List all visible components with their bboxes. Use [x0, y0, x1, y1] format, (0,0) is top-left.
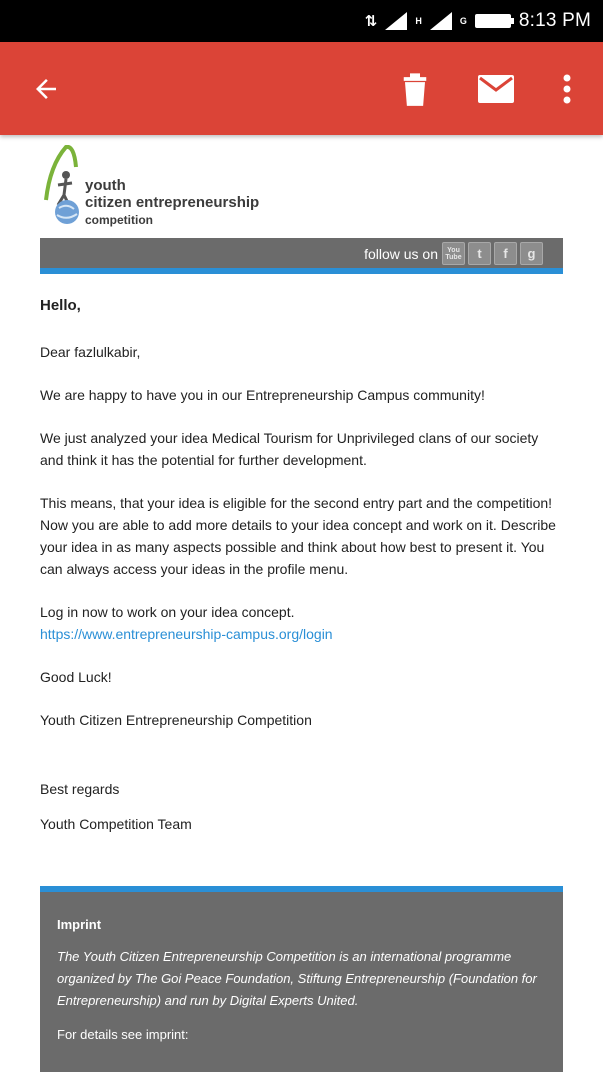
- good-luck: Good Luck!: [40, 669, 112, 685]
- imprint-title: Imprint: [57, 917, 102, 932]
- follow-bar: [40, 238, 563, 274]
- battery-icon: [475, 14, 511, 28]
- greeting: Hello,: [40, 297, 81, 314]
- more-options-button[interactable]: [543, 42, 591, 135]
- google-plus-icon[interactable]: g: [520, 242, 543, 265]
- message-text: [40, 295, 563, 856]
- salutation: Dear fazlulkabir,: [40, 344, 141, 360]
- envelope-icon: [478, 75, 514, 103]
- logo-line-3: competition: [85, 213, 153, 227]
- imprint-details: For details see imprint:: [57, 1027, 189, 1042]
- imprint-section: [40, 886, 563, 1072]
- youtube-icon[interactable]: You Tube: [442, 242, 465, 265]
- logo-line-1: youth: [85, 177, 126, 194]
- paragraph-login: [40, 601, 563, 645]
- paragraph-welcome: We are happy to have you in our Entrepreneurship Campus community!: [40, 387, 485, 403]
- follow-us-label: follow us on: [364, 246, 438, 262]
- delete-button[interactable]: [387, 42, 443, 135]
- logo-line-2: citizen entrepreneurship: [85, 194, 260, 211]
- clock: 8:13 PM: [518, 10, 591, 31]
- logo-figure-icon: [40, 145, 85, 230]
- login-link[interactable]: https://www.entrepreneurship-campus.org/login: [40, 626, 333, 642]
- signal-strength-icon-2: [430, 12, 452, 30]
- team-signature: Youth Competition Team: [40, 816, 192, 832]
- paragraph-idea-analysis: We just analyzed your idea Medical Tourism for Unprivileged clans of our society and think it has the potential for further development.: [40, 430, 539, 468]
- facebook-icon[interactable]: f: [494, 242, 517, 265]
- competition-logo: [40, 145, 280, 230]
- more-vertical-icon: [562, 74, 572, 104]
- arrow-left-icon: [31, 74, 61, 104]
- login-text: Log in now to work on your idea concept.: [40, 604, 295, 620]
- status-bar: [0, 0, 603, 42]
- organization-name: Youth Citizen Entrepreneurship Competition: [40, 712, 312, 728]
- network-type-label: H: [415, 16, 422, 26]
- regards: Best regards: [40, 781, 120, 797]
- trash-icon: [400, 72, 430, 106]
- email-body: [0, 135, 603, 1072]
- mark-unread-button[interactable]: [468, 42, 524, 135]
- imprint-body: The Youth Citizen Entrepreneurship Competition is an international programme organized by The Goi Peace Foundation, Stiftung Entrepreneurship (Foundation for Entrepreneurship) and run by Digital Experts United.: [57, 949, 537, 1008]
- network-type-label-2: G: [459, 16, 467, 26]
- twitter-icon[interactable]: t: [468, 242, 491, 265]
- back-button[interactable]: [18, 42, 74, 135]
- app-bar: [0, 42, 603, 135]
- social-links: [442, 242, 543, 265]
- data-transfer-icon: ⇅: [364, 13, 378, 30]
- signal-strength-icon: [385, 12, 407, 30]
- paragraph-eligibility: This means, that your idea is eligible for the second entry part and the competition! Now you are able to add more details to your idea concept and work on it. Describe your idea in as many aspects possible and think about how best to present it. You can always access your ideas in the profile menu.: [40, 495, 556, 577]
